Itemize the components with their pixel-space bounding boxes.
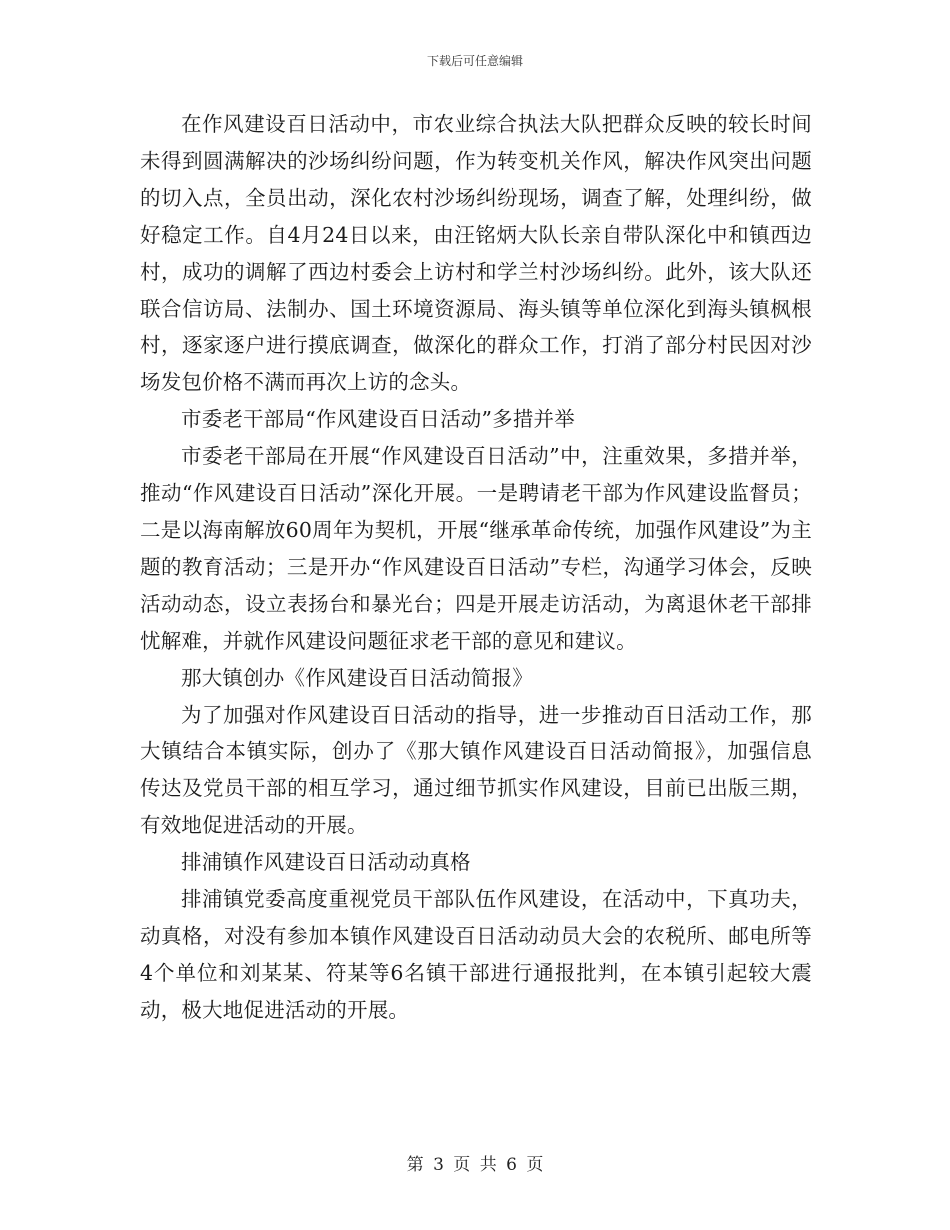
page-header-note: 下载后可任意编辑 — [426, 54, 523, 68]
paragraph-veteran-cadres: 市委老干部局在开展“作风建设百日活动”中，注重效果，多措并举，推动“作风建设百日活动”深化开展。一是聘请老干部为作风建设监督员；二是以海南解放60周年为契机，开展“继承革命传统，加强作风建设”为主题的教育活动；三是开办“作风建设百日活动”专栏，沟通学习体会，反映活动动态，设立表扬台和暴光台；四是开展走访活动，为离退休老干部排忧解难，并就作风建设问题征求老干部的意见和建议。 — [140, 444, 812, 653]
section-heading-nada-bulletin: 那大镇创办《作风建设百日活动简报》 — [181, 665, 533, 690]
paragraph-nada-bulletin: 为了加强对作风建设百日活动的指导，进一步推动百日活动工作，那大镇结合本镇实际，创办了《那大镇作风建设百日活动简报》，加强信息传达及党员干部的相互学习，通过细节抓实作风建设，目前已出版三期，有效地促进活动的开展。 — [140, 702, 812, 838]
page-number-footer: 第 3 页 共 6 页 — [406, 1155, 544, 1175]
section-heading-paipu-town: 排浦镇作风建设百日活动动真格 — [181, 850, 471, 875]
document-body — [140, 106, 812, 1029]
paragraph-agri-enforcement: 在作风建设百日活动中，市农业综合执法大队把群众反映的较长时间未得到圆满解决的沙场纠纷问题，作为转变机关作风，解决作风突出问题的切入点，全员出动，深化农村沙场纠纷现场，调查了解，处理纠纷，做好稳定工作。自4月24日以来，由汪铭炳大队长亲自带队深化中和镇西边村，成功的调解了西边村委会上访村和学兰村沙场纠纷。此外，该大队还联合信访局、法制办、国土环境资源局、海头镇等单位深化到海头镇枫根村，逐家逐户进行摸底调查，做深化的群众工作，打消了部分村民因对沙场发包价格不满而再次上访的念头。 — [140, 112, 812, 395]
section-heading-veteran-cadres: 市委老干部局“作风建设百日活动”多措并举 — [181, 407, 575, 432]
paragraph-paipu-town: 排浦镇党委高度重视党员干部队伍作风建设，在活动中，下真功夫，动真格，对没有参加本镇作风建设百日活动动员大会的农税所、邮电所等4个单位和刘某某、符某等6名镇干部进行通报批判，在本镇引起较大震动，极大地促进活动的开展。 — [140, 887, 812, 1022]
